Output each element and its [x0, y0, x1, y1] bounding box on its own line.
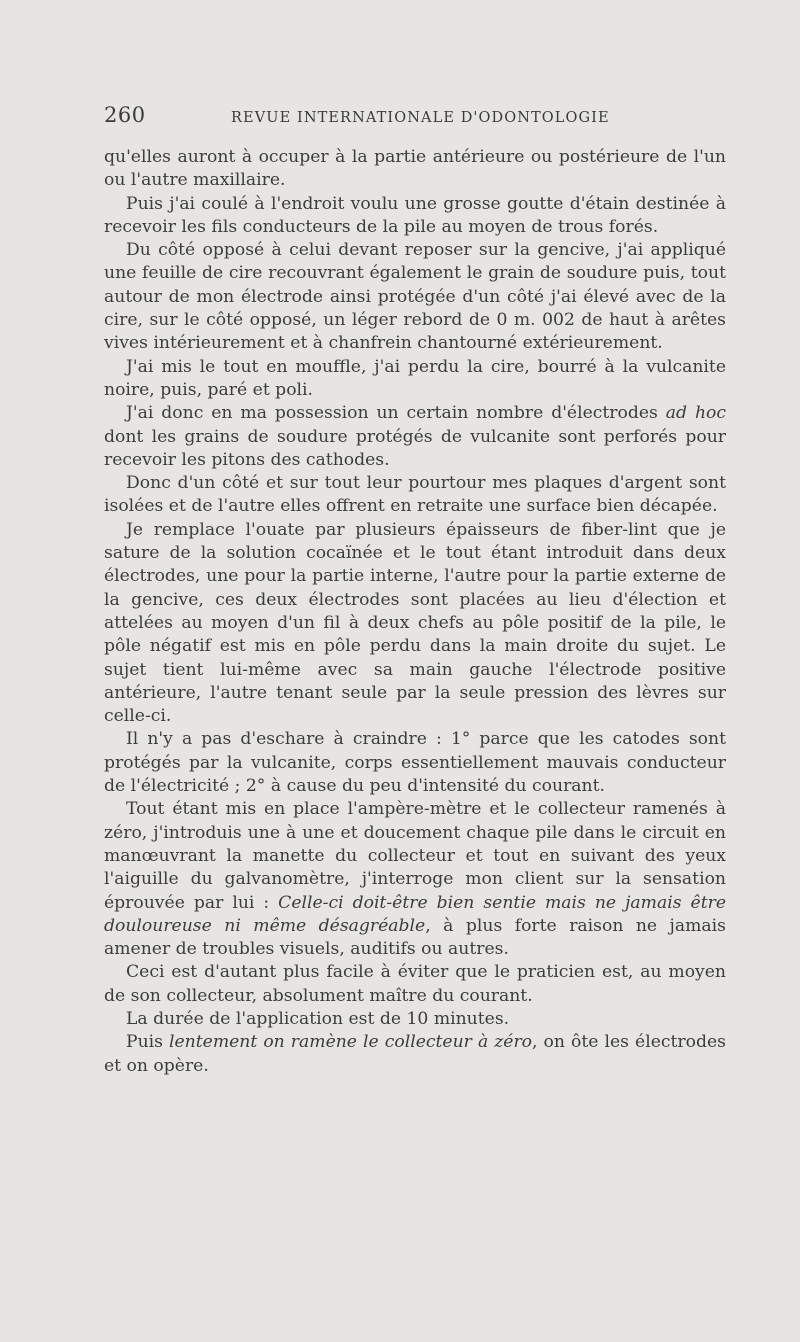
paragraph: [104, 1031, 726, 1078]
page-header: [104, 103, 726, 135]
body-text: [104, 146, 726, 1078]
italic-text: lentement on ramène le collecteur à zéro: [169, 1032, 533, 1053]
paragraph-text: Tout étant mis en place l'ampère-mètre et le collecteur ramenés à zéro, j'introduis une à une et doucement chaque pile dans le circuit en manœuvrant la manette du collecteur et tout en suivant des yeux l'aiguille du galvanomètre, j'interroge mon client sur la sensation éprouvée par lui :: [104, 799, 726, 913]
paragraph-text: qu'elles auront à occuper à la partie antérieure ou postérieure de l'un ou l'autre maxillaire.: [104, 147, 726, 191]
page-number: 260: [104, 103, 146, 127]
paragraph: [104, 961, 726, 1008]
paragraph-text: Du côté opposé à celui devant reposer sur la gencive, j'ai appliqué une feuille de cire recouvrant également le grain de soudure puis, tout autour de mon électrode ainsi protégée d'un côté j'ai élevé avec de la cire, sur le côté opposé, un léger rebord de 0 m. 002 de haut à arêtes vives intérieurement et à chanfrein chantourné extérieurement.: [104, 240, 726, 354]
paragraph: [104, 1008, 726, 1031]
paragraph-text: Donc d'un côté et sur tout leur pourtour mes plaques d'argent sont isolées et de l'autre elles offrent en retraite une surface bien décapée.: [104, 473, 726, 517]
paragraph: [104, 356, 726, 403]
paragraph: [104, 239, 726, 355]
paragraph: [104, 728, 726, 798]
paragraph: [104, 402, 726, 472]
paragraph-text: Puis: [126, 1032, 170, 1053]
paragraph-text: dont les grains de soudure protégés de vulcanite sont perforés pour recevoir les pitons des cathodes.: [104, 426, 726, 470]
paragraph-text: Il n'y a pas d'eschare à craindre : 1° parce que les catodes sont protégés par la vulcanite, corps essentiellement mauvais conducteur de l'électricité ; 2° à cause du peu d'intensité du courant.: [104, 729, 726, 797]
paragraph: [104, 146, 726, 193]
paragraph: [104, 798, 726, 961]
running-head: REVUE INTERNATIONALE D'ODONTOLOGIE: [231, 110, 610, 126]
paragraph-text: , on ôte les électrodes et on opère.: [104, 1032, 726, 1076]
paragraph-text: Je remplace l'ouate par plusieurs épaisseurs de fiber-lint que je sature de la solution cocaïnée et le tout étant introduit dans deux électrodes, une pour la partie interne, l'autre pour la partie externe de la gencive, ces deux électrodes sont placées au lieu d'élection et attelées au moyen d'un fil à deux chefs au pôle positif de la pile, le pôle négatif est mis en pôle perdu dans la main droite du sujet. Le sujet tient lui-même avec sa main gauche l'électrode positive antérieure, l'autre tenant seule par la seule pression des lèvres sur celle-ci.: [104, 519, 726, 727]
paragraph-text: J'ai donc en ma possession un certain nombre d'électrodes: [126, 403, 666, 424]
paragraph: [104, 519, 726, 729]
paragraph-text: , à plus forte raison ne jamais amener de troubles visuels, auditifs ou autres.: [104, 915, 726, 960]
italic-text: Celle-ci doit-être bien sentie mais ne jamais être douloureuse ni même désagréable: [104, 892, 726, 936]
paragraph-text: Ceci est d'autant plus facile à éviter que le praticien est, au moyen de son collecteur, absolument maître du courant.: [104, 962, 726, 1006]
paragraph: [104, 193, 726, 240]
paragraph-text: Puis j'ai coulé à l'endroit voulu une grosse goutte d'étain destinée à recevoir les fils conducteurs de la pile au moyen de trous forés.: [104, 193, 726, 237]
paragraph-text: J'ai mis le tout en mouffle, j'ai perdu la cire, bourré à la vulcanite noire, puis, paré et poli.: [104, 356, 726, 400]
italic-text: ad hoc: [665, 403, 726, 424]
paragraph: [104, 472, 726, 519]
paragraph-text: La durée de l'application est de 10 minutes.: [126, 1008, 510, 1029]
